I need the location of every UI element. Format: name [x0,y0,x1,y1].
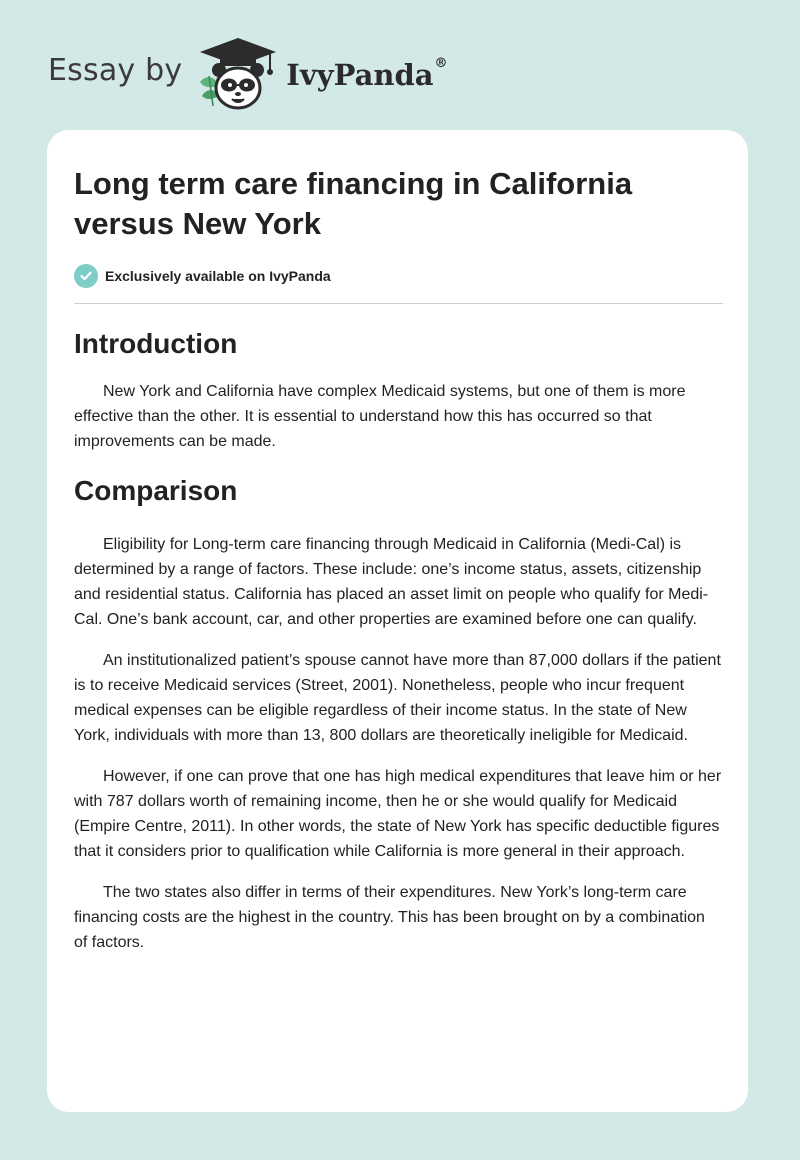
essay-by-label: Essay by [48,52,183,88]
paragraph: New York and California have complex Medicaid systems, but one of them is more effective than the other. It is essential to understand how this has occurred so that improvements can be made. [74,383,686,450]
registered-mark: ® [434,56,448,71]
badge-label: Exclusively available on IvyPanda [105,268,331,284]
divider [74,303,723,304]
paragraph: An institutionalized patient’s spouse cannot have more than 87,000 dollars if the patient is to receive Medicaid services (Street, 2001). Nonetheless, people who incur frequent medical expenses can be eligible regardless of their income status. In the state of New York, individuals with more than 13, 800 dollars are theoretically ineligible for Medicaid. [74,652,721,744]
check-icon [74,264,98,288]
page-title: Long term care financing in California versus New York [74,166,633,241]
paragraph: The two states also differ in terms of their expenditures. New York’s long-term care financing costs are the highest in the country. This has been brought on by a combination of factors. [74,884,705,951]
site-header [48,34,448,114]
paragraph: However, if one can prove that one has high medical expenditures that leave him or her with 787 dollars worth of remaining income, then he or she would qualify for Medicaid (Empire Centre, 2011). In other words, the state of New York has specific deductible figures that it considers prior to qualification while California is more general in their approach. [74,768,722,860]
panda-graduate-icon[interactable] [196,36,280,112]
brand-name[interactable]: IvyPanda® [286,56,448,92]
section-heading-introduction: Introduction [74,328,238,359]
paragraph: Eligibility for Long-term care financing through Medicaid in California (Medi-Cal) is determined by a range of factors. These include: one’s income status, assets, citizenship and residential status. California has placed an asset limit on people who qualify for Medi-Cal. One’s bank account, car, and other properties are examined before one can qualify. [74,536,709,628]
section-heading-comparison: Comparison [74,475,238,506]
essay-card [47,130,748,1112]
exclusive-badge [74,264,722,288]
